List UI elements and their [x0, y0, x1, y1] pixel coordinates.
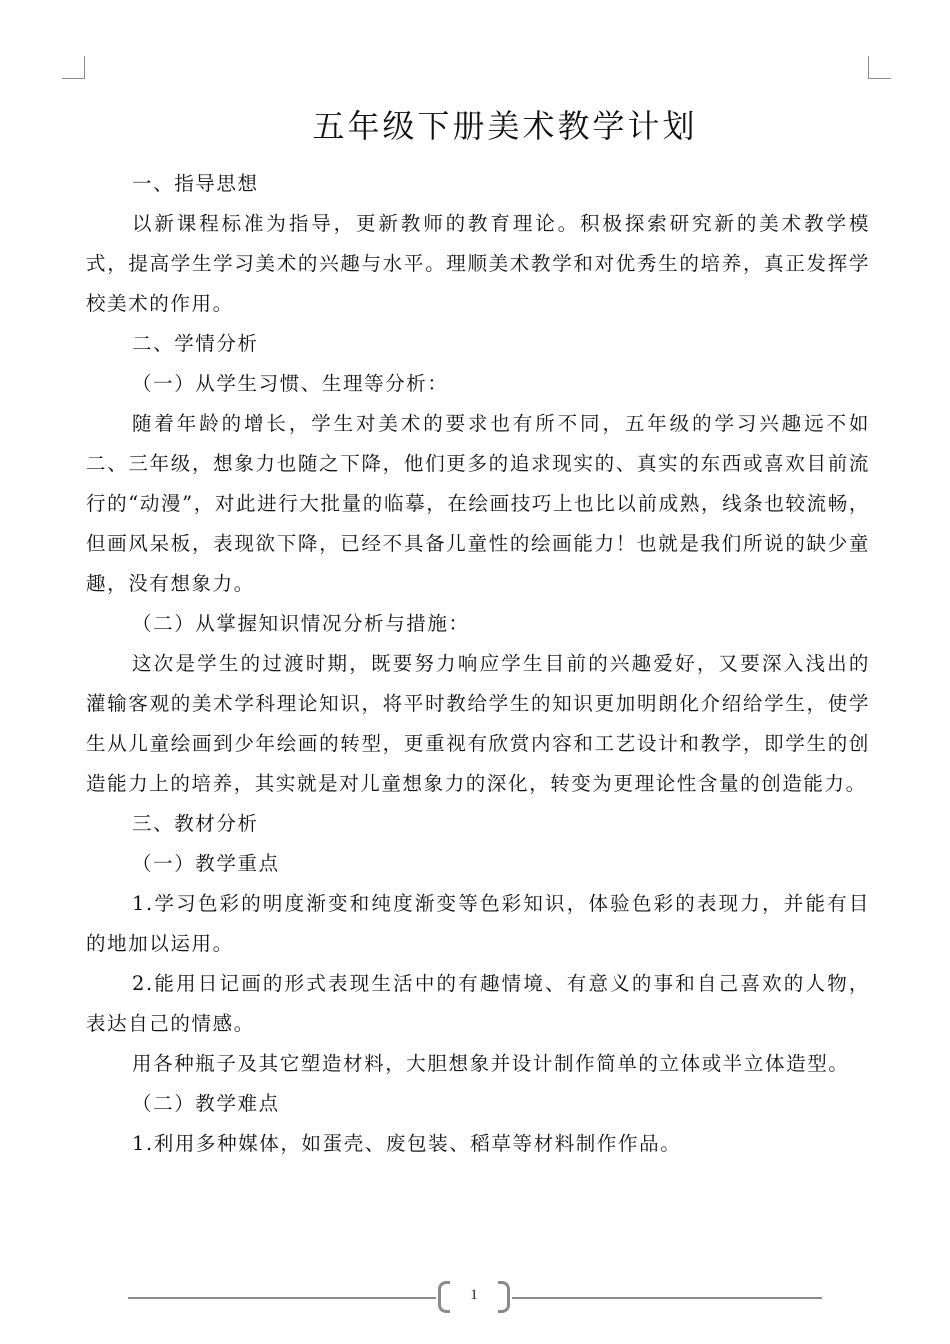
- subheading-teaching-focus: （一）教学重点: [132, 852, 280, 875]
- subheading-teaching-difficulty: （二）教学难点: [132, 1092, 280, 1115]
- list-item-focus-2: 2.能用日记画的形式表现生活中的有趣情境、有意义的事和自己喜欢的人物，表达自己的情感。: [86, 972, 870, 1035]
- footer-rule-right: [512, 1297, 822, 1299]
- page-title: 五年级下册美术教学计划: [312, 107, 698, 145]
- section-heading-textbook-analysis: 三、教材分析: [132, 812, 259, 835]
- paragraph-guiding-ideology: 以新课程标准为指导，更新教师的教育理论。积极探索研究新的美术教学模式，提高学生学习美术的兴趣与水平。理顺美术教学和对优秀生的培养，真正发挥学校美术的作用。: [86, 212, 870, 315]
- paragraph-habits-physiology: 随着年龄的增长，学生对美术的要求也有所不同，五年级的学习兴趣远不如二、三年级，想象力也随之下降，他们更多的追求现实的、真实的东西或喜欢目前流行的“动漫”，对此进行大批量的临摹，在绘画技巧上也比以前成熟，线条也较流畅，但画风呆板，表现欲下降，已经不具备儿童性的绘画能力！也就是我们所说的缺少童趣，没有想象力。: [86, 412, 870, 595]
- section-heading-student-analysis: 二、学情分析: [132, 332, 259, 355]
- section-heading-guiding-ideology: 一、指导思想: [132, 172, 259, 195]
- list-item-difficulty-1: 1.利用多种媒体，如蛋壳、废包装、稻草等材料制作作品。: [132, 1132, 682, 1155]
- paragraph-knowledge-measures: 这次是学生的过渡时期，既要努力响应学生目前的兴趣爱好，又要深入浅出的灌输客观的美术学科理论知识，将平时教给学生的知识更加明朗化介绍给学生，使学生从儿童绘画到少年绘画的转型，更重视有欣赏内容和工艺设计和教学，即学生的创造能力上的培养，其实就是对儿童想象力的深化，转变为更理论性含量的创造能力。: [86, 652, 870, 795]
- subheading-knowledge-measures: （二）从掌握知识情况分析与措施：: [132, 612, 470, 635]
- page-number-box: [438, 1281, 510, 1313]
- paragraph-bottle-modeling: 用各种瓶子及其它塑造材料，大胆想象并设计制作简单的立体或半立体造型。: [132, 1052, 850, 1075]
- page-number: 1: [470, 1287, 478, 1303]
- subheading-habits-physiology: （一）从学生习惯、生理等分析：: [132, 372, 449, 395]
- crop-mark-top-left: [62, 56, 85, 79]
- list-item-focus-1: 1.学习色彩的明度渐变和纯度渐变等色彩知识，体验色彩的表现力，并能有目的地加以运用。: [86, 892, 870, 955]
- crop-mark-top-right: [868, 56, 891, 79]
- document-body: [86, 164, 870, 1164]
- footer-rule-left: [128, 1297, 436, 1299]
